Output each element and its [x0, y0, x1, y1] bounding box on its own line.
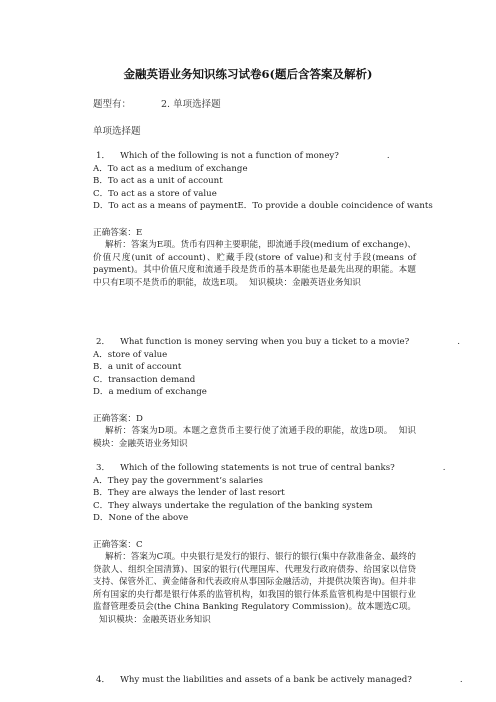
knowledge-module: 知识模块：金融英语业务知识	[99, 614, 211, 625]
answer-blank: .	[459, 675, 463, 685]
question-block	[93, 462, 446, 626]
correct-answer: 正确答案：E	[93, 227, 143, 238]
answer-blank: .	[457, 337, 460, 347]
explanation	[93, 551, 416, 626]
question-text: What function is money serving when you buy a ticket to a movie?	[120, 337, 410, 347]
option: C．transaction demand	[93, 374, 196, 385]
question-type-label: 题型有：	[93, 99, 132, 110]
explanation-text: 解析：答案为C项。中央银行是发行的银行、银行的银行(集中存款准备金、最终的贷款人、组织全国清算)、国家的银行(代理国库、代理发行政府债券、给国家以信贷支持、保管外汇、黄金储备和代表政府从事国际金融活动，并提供决策咨询)。但并非所有国家的央行都是银行体系的监管机构，如我国的银行体系监管机构是中国银行业监督管理委员会(the China Banking Regulatory Commission)。故本题选C项。	[93, 552, 416, 612]
option: A．They pay the government’s salaries	[93, 475, 263, 486]
option: B．a unit of account	[93, 362, 182, 372]
answer-blank: .	[386, 151, 390, 161]
page-title: 金融英语业务知识练习试卷6(题后含答案及解析)	[123, 67, 373, 81]
option: D．To act as a means of paymentE．To provide a double coincidence of wants	[93, 201, 433, 211]
question-text: Which of the following is not a function of money?	[120, 151, 339, 161]
question-stem	[93, 150, 409, 163]
option: C．To act as a store of value	[93, 188, 217, 199]
question-stem	[93, 336, 460, 349]
option: B．To act as a unit of account	[93, 176, 223, 186]
section-title: 单项选择题	[93, 126, 141, 137]
option: A．store of value	[93, 349, 168, 360]
knowledge-module: 知识模块：金融英语业务知识	[249, 277, 361, 288]
option: A．To act as a medium of exchange	[93, 163, 248, 174]
question-text: Which of the following statements is not true of central banks?	[120, 463, 395, 473]
explanation	[93, 425, 416, 450]
answer-blank: .	[442, 463, 446, 473]
option: C．They always undertake the regulation of the banking system	[93, 500, 373, 511]
question-number: 4．	[96, 675, 111, 685]
question-number: 3．	[96, 463, 111, 473]
explanation-text: 解析：答案为D项。本题之意货币主要行使了流通手段的职能，故选D项。	[105, 426, 393, 436]
knowledge-module: 知识模块：金融英语业务知识	[93, 426, 416, 449]
correct-answer: 正确答案：C	[93, 539, 143, 550]
option: B．They are always the lender of last resort	[93, 488, 285, 498]
question-block	[93, 150, 433, 289]
question-number: 1．	[96, 151, 111, 161]
explanation	[93, 239, 416, 289]
question-type-value: 2. 单项选择题	[161, 99, 221, 110]
question-block	[93, 674, 463, 687]
option: D．a medium of exchange	[93, 387, 207, 397]
correct-answer: 正确答案：D	[93, 413, 143, 424]
question-text: Why must the liabilities and assets of a bank be actively managed?	[120, 675, 412, 685]
question-block	[93, 336, 460, 450]
question-stem	[93, 674, 463, 687]
option: D．None of the above	[93, 513, 189, 523]
explanation-text: 解析：答案为E项。货币有四种主要职能，即流通手段(medium of exchange)、价值尺度(unit of account)、贮藏手段(store of value)和支付手段(means of payment)。其中价值尺度和流通手段是货币的基本职能也是最先出现的职能。本题中只有E项不是货币的职能，故选E项。	[93, 240, 416, 288]
question-number: 2．	[96, 337, 111, 347]
question-stem	[93, 462, 446, 475]
question-type-line	[93, 96, 221, 110]
